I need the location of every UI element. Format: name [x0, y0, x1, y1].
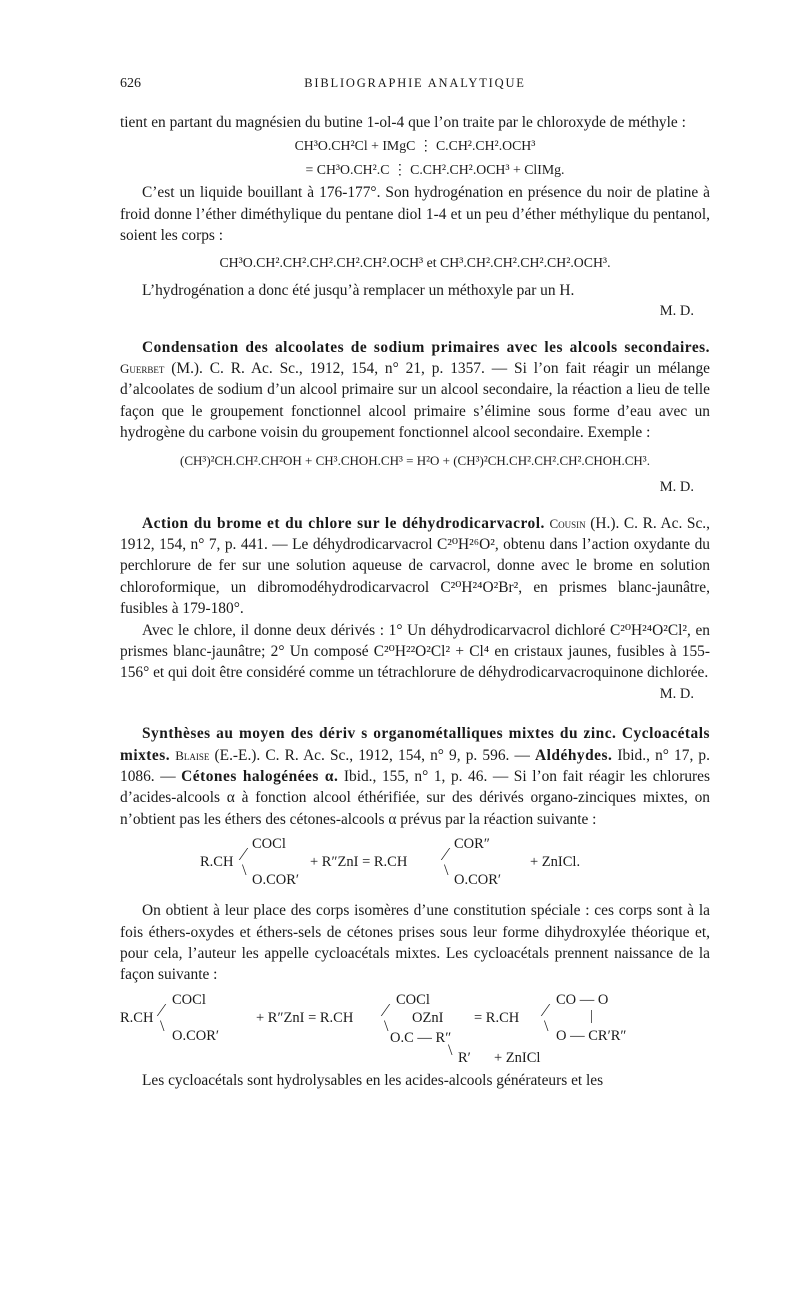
- formula-fragment: R.CH: [120, 1009, 154, 1026]
- paragraph: C’est un liquide bouillant à 176-177°. Son hydrogénation en présence du noir de platine à froid donne l’éther diméthylique du pentane diol 1-4 et un peu d’éther méthylique du pentanol, soient les corps :: [120, 184, 710, 245]
- abstract-action-brome: [120, 513, 710, 620]
- text-column: [120, 112, 710, 1091]
- formula-fragment: O — CR′R″: [556, 1027, 627, 1044]
- paragraph: Les cycloacétals sont hydrolysables en les acides-alcools générateurs et les: [142, 1071, 604, 1089]
- formula-fragment: |: [590, 1007, 593, 1024]
- formula-fragment: + R″ZnI = R.CH: [256, 1009, 354, 1026]
- bond-up: ⁄: [544, 999, 548, 1020]
- formula: CH³O.CH².CH².CH².CH².CH².OCH³ et CH³.CH².CH².CH².CH².OCH³.: [219, 255, 611, 271]
- paragraph: L’hydrogénation a donc été jusqu’à remplacer un méthoxyle par un H.: [142, 281, 575, 299]
- bond-up: ⁄: [384, 999, 388, 1020]
- paragraph: Avec le chlore, il donne deux dérivés : 1° Un déhydrodicarvacrol dichloré C²⁰H²⁴O²Cl², en prismes blanc-jaunâtre; 2° Un composé C²⁰H²²O²Cl² + Cl⁴ en cristaux jaunes, fusibles à 155-156° et qui doit être considéré comme un tétrachlorure de déhydrodicarvacroquinone dichlorée.: [120, 621, 710, 682]
- formula-fragment: O.COR′: [454, 872, 502, 889]
- article-title: Condensation des alcoolates de sodium primaires avec les alcools secondaires.: [142, 338, 710, 356]
- abstract-text: Ibid., n° 17, p. 1086. —: [120, 746, 710, 785]
- article-title: Cétones halogénées α.: [181, 767, 339, 785]
- formula-fragment: R′: [458, 1049, 471, 1066]
- formula-fragment: O.COR′: [252, 872, 300, 889]
- formula-fragment: OZnI: [412, 1009, 444, 1026]
- formula-fragment: O.C — R″: [390, 1029, 452, 1046]
- formula-fragment: CO — O: [556, 991, 609, 1008]
- formula-fragment: + ZnICl.: [530, 854, 581, 871]
- bond-up: ⁄: [160, 999, 164, 1020]
- author-initials: M. D.: [659, 479, 694, 496]
- formula: CH³O.CH²Cl + IMgC ⋮ C.CH².CH².OCH³: [294, 138, 536, 154]
- bond-down: \: [448, 1041, 453, 1059]
- abstract-text: (H.). C. R. Ac. Sc., 1912, 154, n° 7, p. 441. — Le déhydrodicarvacrol C²⁰H²⁶O², obtenu dans l’action oxydante du perchlorure de fer sur une solution aqueuse de carvacrol, donne avec le brome en solution chloroformique, un dibromodéhydrodicarvacrol C²⁰H²⁴O²Br², en prismes blanc-jaunâtre, fusibles à 179-180°.: [120, 514, 711, 618]
- article-title: Synthèses au moyen des dériv s organométalliques mixtes du zinc. Cycloacétals mixtes.: [120, 725, 710, 764]
- bond-up: ⁄: [444, 844, 448, 865]
- bond-down: \: [384, 1017, 389, 1035]
- abstract-text: (M.). C. R. Ac. Sc., 1912, 154, n° 21, p. 1357. — Si l’on fait réagir un mélange d’alcoolates de sodium d’un alcool primaire sur un alcool secondaire, la réaction a lieu de telle façon que le groupement fonctionnel alcool primaire s’élimine sous forme d’eau avec un hydrogène du carbone voisin du groupement fonctionnel alcool secondaire. Exemple :: [120, 360, 710, 442]
- abstract-text: (E.-E.). C. R. Ac. Sc., 1912, 154, n° 9, p. 596. —: [209, 746, 536, 764]
- author-name: Guerbet: [120, 361, 165, 377]
- paragraph: On obtient à leur place des corps isomères d’une constitution spéciale : ces corps sont à la fois éthers-oxydes et éthers-sels de cétones prises sous leur forme dihydroxylée théorique et, pour cela, l’auteur les appelle cycloacétals mixtes. Les cycloacétals prennent naissance de la façon suivante :: [120, 902, 710, 984]
- formula-fragment: + ZnICl: [494, 1049, 541, 1066]
- bond-down: \: [242, 862, 247, 880]
- article-title: Aldéhydes.: [535, 746, 613, 764]
- formula-fragment: + R″ZnI = R.CH: [310, 854, 408, 871]
- formula-fragment: COCl: [396, 991, 430, 1008]
- running-title: BIBLIOGRAPHIE ANALYTIQUE: [304, 76, 526, 90]
- formula-fragment: = R.CH: [474, 1009, 520, 1026]
- bond-down: \: [544, 1017, 549, 1035]
- page-header: [120, 76, 710, 100]
- bond-down: \: [444, 862, 449, 880]
- author-initials: M. D.: [659, 303, 694, 320]
- formula: (CH³)²CH.CH².CH²OH + CH³.CHOH.CH³ = H²O + (CH³)²CH.CH².CH².CH².CHOH.CH³.: [180, 452, 650, 468]
- abstract-condensation: [120, 337, 710, 444]
- formula-fragment: COCl: [172, 991, 206, 1008]
- reaction-scheme-1: [120, 830, 710, 894]
- article-title: Action du brome et du chlore sur le déhydrodicarvacrol.: [142, 514, 545, 532]
- abstract-syntheses: [120, 723, 710, 830]
- formula-fragment: R.CH: [200, 854, 234, 871]
- formula-fragment: COCl: [252, 836, 286, 853]
- author-name: Blaise: [175, 747, 210, 763]
- paragraph: tient en partant du magnésien du butine 1-ol-4 que l’on traite par le chloroxyde de méthyle :: [120, 114, 686, 131]
- bond-up: ⁄: [242, 844, 246, 865]
- spacer: [120, 499, 710, 513]
- formula-fragment: O.COR′: [172, 1027, 220, 1044]
- formula-fragment: COR″: [454, 836, 490, 853]
- page-number: 626: [120, 76, 141, 91]
- abstract-text: Ibid., 155, n° 1, p. 46. — Si l’on fait réagir les chlorures d’acides-alcools α à fonction alcool éthérifiée, sur des dérivés organo-zinciques mixtes, on n’obtient pas les éthers des cétones-alcools α prévus par la réaction suivante :: [120, 767, 710, 828]
- formula: = CH³O.CH².C ⋮ C.CH².CH².OCH³ + ClIMg.: [305, 161, 565, 177]
- author-name: Cousin: [549, 515, 586, 531]
- reaction-scheme-2: [120, 986, 710, 1066]
- bond-down: \: [160, 1017, 165, 1035]
- spacer: [120, 323, 710, 337]
- author-initials: M. D.: [659, 685, 694, 702]
- spacer: [120, 705, 710, 723]
